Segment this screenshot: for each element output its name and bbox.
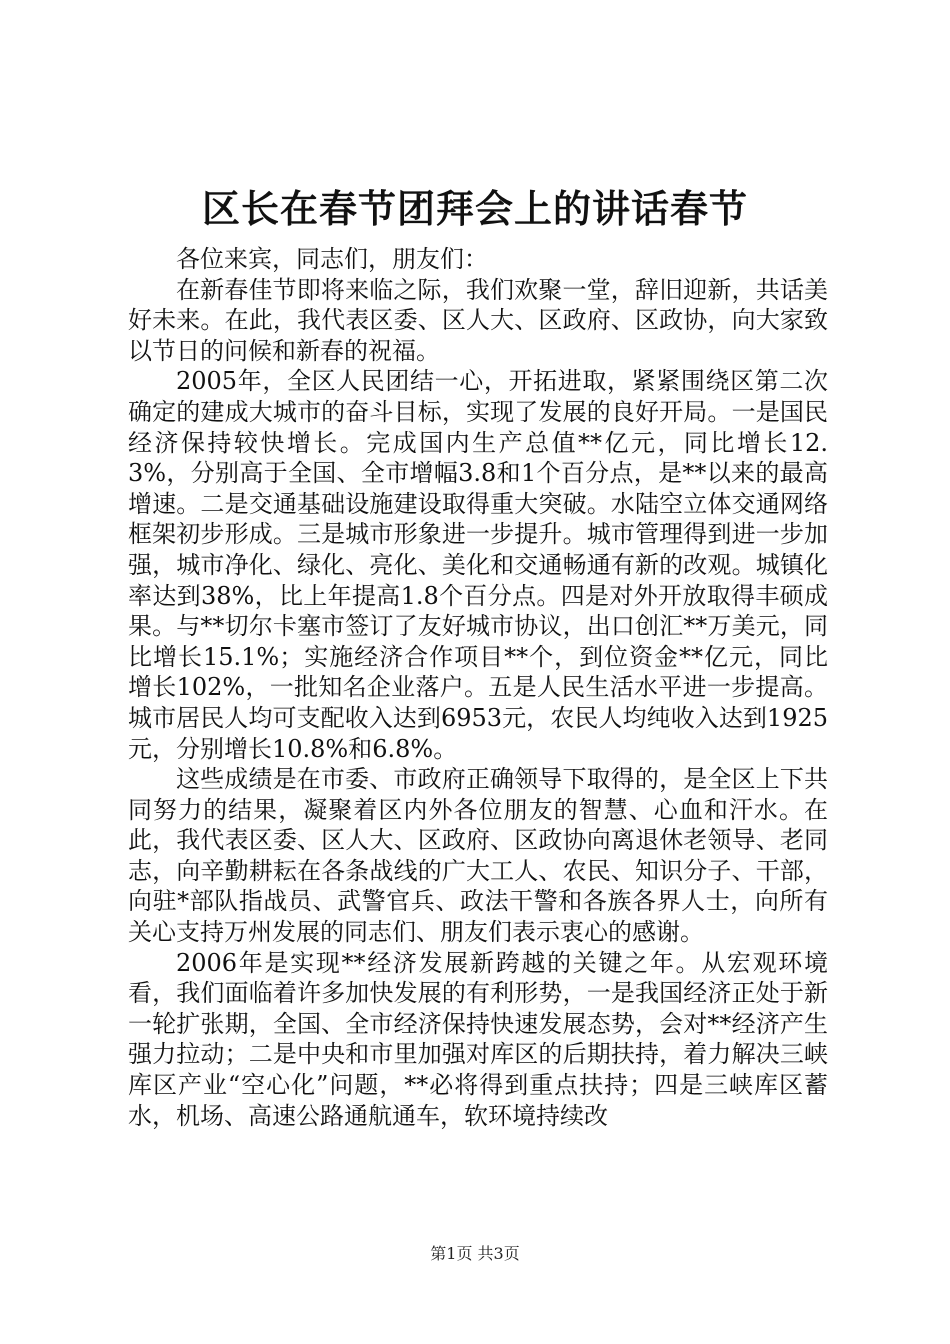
paragraph-opening: 在新春佳节即将来临之际，我们欢聚一堂，辞旧迎新，共话美好未来。在此，我代表区委、区人大、区政府、区政协，向大家致以节日的问候和新春的祝福。 xyxy=(128,275,828,365)
paragraph-outlook-2006: 2006年是实现**经济发展新跨越的关键之年。从宏观环境看，我们面临着许多加快发展的有利形势，一是我国经济正处于新一轮扩张期，全国、全市经济保持快速发展态势，会对**经济产生强力拉动；二是中央和市里加强对库区的后期扶持，着力解决三峡库区产业“空心化”问题，**必将得到重点扶持；四是三峡库区蓄水，机场、高速公路通航通车，软环境持续改 xyxy=(128,948,828,1130)
page-footer: 第1页 共3页 xyxy=(430,1244,520,1263)
document-title: 区长在春节团拜会上的讲话春节 xyxy=(201,186,748,231)
paragraph-thanks: 这些成绩是在市委、市政府正确领导下取得的，是全区上下共同努力的结果，凝聚着区内外各位朋友的智慧、心血和汗水。在此，我代表区委、区人大、区政府、区政协向离退休老领导、老同志，向辛勤耕耘在各条战线的广大工人、农民、知识分子、干部，向驻*部队指战员、武警官兵、政法干警和各族各界人士，向所有关心支持万州发展的同志们、朋友们表示衷心的感谢。 xyxy=(128,765,828,947)
paragraph-greeting: 各位来宾，同志们，朋友们： xyxy=(176,245,488,273)
paragraph-achievements-2005: 2005年，全区人民团结一心，开拓进取，紧紧围绕区第二次确定的建成大城市的奋斗目标，实现了发展的良好开局。一是国民经济保持较快增长。完成国内生产总值**亿元，同比增长12.3%，分别高于全国、全市增幅3.8和1个百分点，是**以来的最高增速。二是交通基础设施建设取得重大突破。水陆空立体交通网络框架初步形成。三是城市形象进一步提升。城市管理得到进一步加强，城市净化、绿化、亮化、美化和交通畅通有新的改观。城镇化率达到38%，比上年提高1.8个百分点。四是对外开放取得丰硕成果。与**切尔卡塞市签订了友好城市协议，出口创汇**万美元，同比增长15.1%；实施经济合作项目**个，到位资金**亿元，同比增长102%，一批知名企业落户。五是人民生活水平进一步提高。城市居民人均可支配收入达到6953元，农民人均纯收入达到1925元，分别增长10.8%和6.8%。 xyxy=(128,367,828,763)
document-body xyxy=(128,244,828,1131)
